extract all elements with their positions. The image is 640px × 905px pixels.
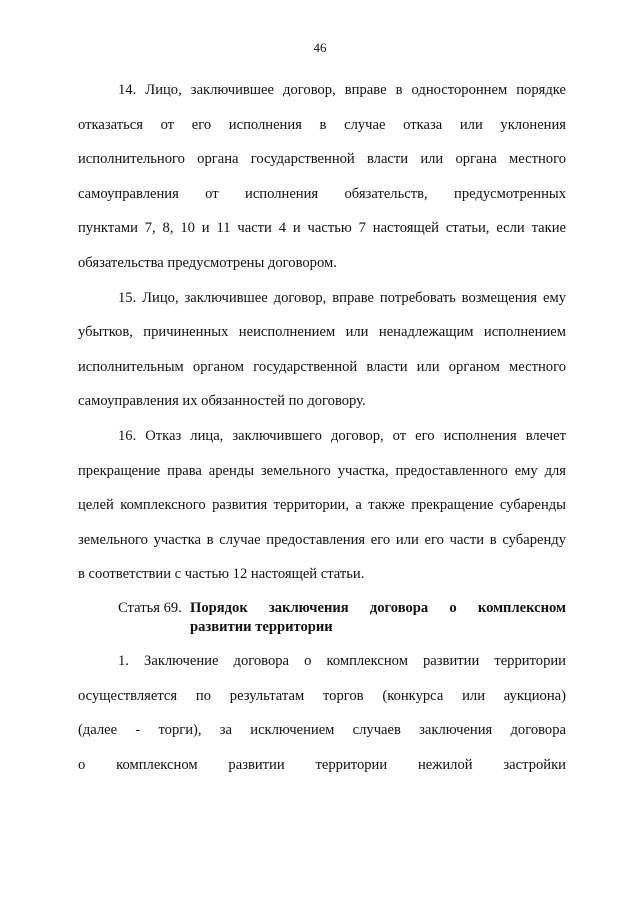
text-line: пунктами 7, 8, 10 и 11 части 4 и частью 7 настоящей статьи, если такие	[78, 220, 566, 237]
text-line: земельного участка в случае предоставления его или его части в субаренду	[78, 531, 566, 548]
article-title-line-1: Порядок заключения договора о комплексном	[190, 600, 566, 616]
text-line: исполнительного органа государственной власти или органа местного	[78, 151, 566, 168]
text-line: целей комплексного развития территории, а также прекращение субаренды	[78, 497, 566, 514]
text-line: 16. Отказ лица, заключившего договор, от его исполнения влечет	[118, 428, 566, 444]
text-line: самоуправления от исполнения обязательств, предусмотренных	[78, 185, 566, 202]
text-line: осуществляется по результатам торгов (конкурса или аукциона)	[78, 687, 566, 704]
text-line: отказаться от его исполнения в случае отказа или уклонения	[78, 116, 566, 133]
text-line: исполнительным органом государственной власти или органом местного	[78, 358, 566, 375]
text-line: 14. Лицо, заключившее договор, вправе в одностороннем порядке	[118, 82, 566, 98]
text-line: прекращение права аренды земельного участка, предоставленного ему для	[78, 462, 566, 479]
text-line: самоуправления их обязанностей по договору.	[78, 393, 366, 410]
text-line: (далее - торги), за исключением случаев заключения договора	[78, 722, 566, 738]
page-number: 46	[313, 40, 327, 55]
text-line: 15. Лицо, заключившее договор, вправе потребовать возмещения ему	[118, 289, 566, 306]
text-line: в соответствии с частью 12 настоящей статьи.	[78, 566, 365, 583]
text-line: 1. Заключение договора о комплексном развитии территории	[118, 653, 566, 669]
text-line: убытков, причиненных неисполнением или ненадлежащим исполнением	[78, 324, 566, 341]
article-title-line-2: развитии территории	[190, 619, 333, 635]
article-label: Статья 69.	[118, 600, 182, 616]
text-line: о комплексном развитии территории нежилой застройки	[78, 756, 566, 773]
text-line: обязательства предусмотрены договором.	[78, 255, 337, 271]
